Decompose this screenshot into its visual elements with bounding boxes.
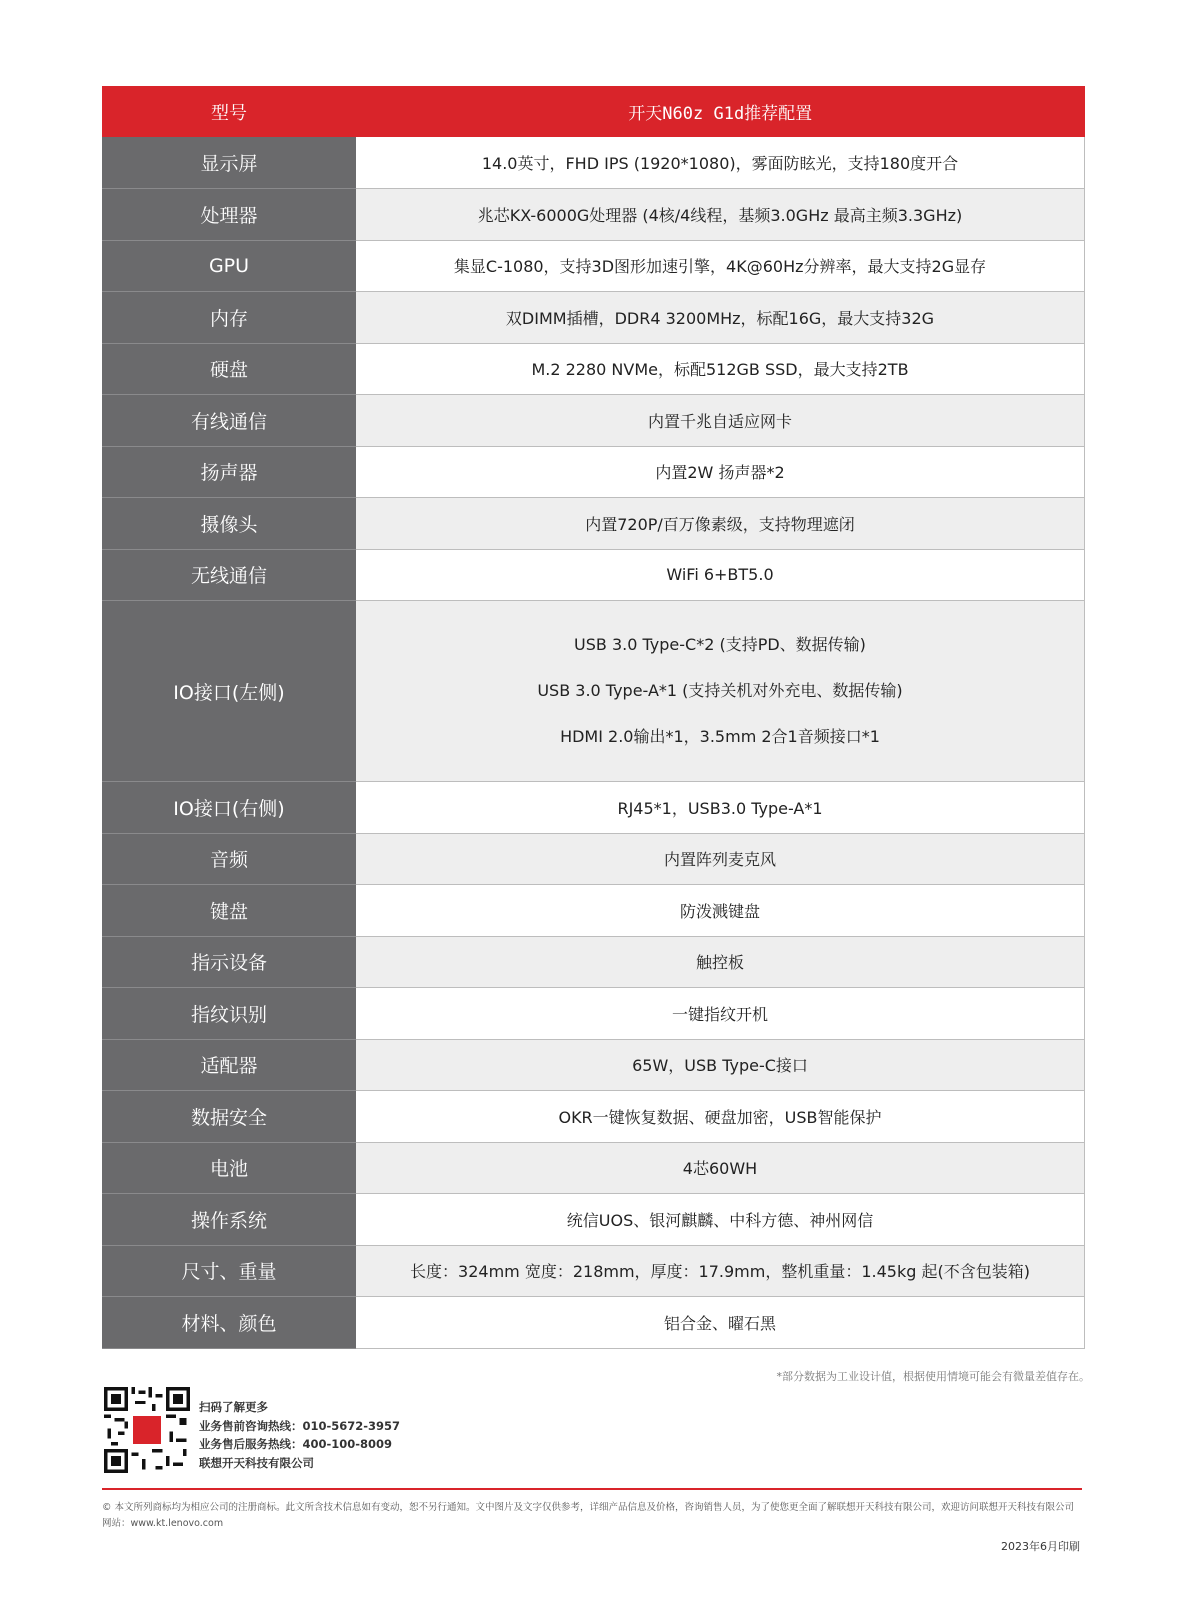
spec-label: IO接口(左侧) [102, 601, 356, 782]
table-row [102, 498, 1085, 550]
spec-label: 扬声器 [102, 446, 356, 498]
spec-value: 65W，USB Type-C接口 [356, 1039, 1085, 1091]
scan-label: 扫码了解更多 [199, 1400, 268, 1414]
company-name: 联想开天科技有限公司 [199, 1455, 314, 1470]
table-row [102, 292, 1085, 344]
table-row [102, 137, 1085, 189]
spec-value: 防泼溅键盘 [356, 885, 1085, 937]
spec-value-line: USB 3.0 Type-C*2 (支持PD、数据传输) [574, 635, 866, 654]
spec-label: 内存 [102, 292, 356, 344]
presales-hotline: 业务售前咨询热线：010-5672-3957 [199, 1418, 401, 1433]
table-row [102, 446, 1085, 498]
table-row [102, 395, 1085, 447]
spec-value: 统信UOS、银河麒麟、中科方德、神州网信 [356, 1194, 1085, 1246]
spec-label: 指示设备 [102, 936, 356, 988]
spec-value: 集显C-1080，支持3D图形加速引擎，4K@60Hz分辨率，最大支持2G显存 [356, 240, 1085, 292]
spec-table [102, 86, 1085, 1349]
table-row [102, 1091, 1085, 1143]
spec-label: 电池 [102, 1142, 356, 1194]
print-date: 2023年6月印刷 [1001, 1540, 1080, 1553]
table-row [102, 240, 1085, 292]
spec-label: 指纹识别 [102, 988, 356, 1040]
spec-value-line: HDMI 2.0输出*1，3.5mm 2合1音频接口*1 [560, 727, 880, 746]
table-row [102, 1142, 1085, 1194]
spec-label: 有线通信 [102, 395, 356, 447]
spec-label: 操作系统 [102, 1194, 356, 1246]
table-row [102, 1297, 1085, 1349]
table-row [102, 1245, 1085, 1297]
spec-value: 兆芯KX-6000G处理器 (4核/4线程，基频3.0GHz 最高主频3.3GHz) [356, 189, 1085, 241]
table-row [102, 1039, 1085, 1091]
table-header-row [102, 86, 1085, 137]
contact-block [199, 1398, 400, 1472]
spec-value: 双DIMM插槽，DDR4 3200MHz，标配16G，最大支持32G [356, 292, 1085, 344]
spec-label: 适配器 [102, 1039, 356, 1091]
spec-label: 数据安全 [102, 1091, 356, 1143]
spec-value: 内置2W 扬声器*2 [356, 446, 1085, 498]
spec-value: RJ45*1，USB3.0 Type-A*1 [356, 782, 1085, 834]
spec-table-body [102, 137, 1085, 1348]
spec-label: 音频 [102, 833, 356, 885]
spec-label: 键盘 [102, 885, 356, 937]
spec-value: 触控板 [356, 936, 1085, 988]
header-label: 型号 [102, 86, 356, 137]
spec-label: 硬盘 [102, 343, 356, 395]
spec-value: 内置千兆自适应网卡 [356, 395, 1085, 447]
table-row [102, 782, 1085, 834]
table-row [102, 833, 1085, 885]
spec-label: GPU [102, 240, 356, 292]
legal-notice: © 本文所列商标均为相应公司的注册商标。此文所含技术信息如有变动，恕不另行通知。文中图片及文字仅供参考，详细产品信息及价格，咨询销售人员，为了使您更全面了解联想开天科技有限公司，欢迎访问联想开天科技有限公司网站：www.kt.lenovo.com [102, 1502, 1075, 1529]
spec-label: 材料、颜色 [102, 1297, 356, 1349]
spec-label: 显示屏 [102, 137, 356, 189]
spec-value: 铝合金、曜石黑 [356, 1297, 1085, 1349]
table-row [102, 549, 1085, 601]
table-row [102, 885, 1085, 937]
spec-value-line: USB 3.0 Type-A*1 (支持关机对外充电、数据传输) [537, 681, 903, 700]
header-model: 开天N60z G1d推荐配置 [356, 86, 1085, 137]
disclaimer: *部分数据为工业设计值，根据使用情境可能会有微量差值存在。 [776, 1370, 1090, 1383]
footer-divider [102, 1488, 1082, 1490]
spec-value: 内置阵列麦克风 [356, 833, 1085, 885]
spec-value: 内置720P/百万像素级，支持物理遮闭 [356, 498, 1085, 550]
spec-value: 一键指纹开机 [356, 988, 1085, 1040]
spec-value: 14.0英寸，FHD IPS (1920*1080)，雾面防眩光，支持180度开合 [356, 137, 1085, 189]
spec-value: OKR一键恢复数据、硬盘加密，USB智能保护 [356, 1091, 1085, 1143]
spec-label: 尺寸、重量 [102, 1245, 356, 1297]
table-row [102, 936, 1085, 988]
spec-value: WiFi 6+BT5.0 [356, 549, 1085, 601]
spec-value: 长度：324mm 宽度：218mm，厚度：17.9mm，整机重量：1.45kg 起(不含包装箱) [356, 1245, 1085, 1297]
aftersales-hotline: 业务售后服务热线：400-100-8009 [199, 1437, 393, 1451]
table-row [102, 988, 1085, 1040]
table-row [102, 1194, 1085, 1246]
qr-code-icon [104, 1387, 190, 1473]
table-row [102, 601, 1085, 782]
spec-label: IO接口(右侧) [102, 782, 356, 834]
spec-label: 摄像头 [102, 498, 356, 550]
table-row [102, 343, 1085, 395]
spec-value: 4芯60WH [356, 1142, 1085, 1194]
spec-label: 处理器 [102, 189, 356, 241]
spec-label: 无线通信 [102, 549, 356, 601]
spec-value [356, 601, 1085, 782]
table-row [102, 189, 1085, 241]
spec-value: M.2 2280 NVMe，标配512GB SSD，最大支持2TB [356, 343, 1085, 395]
